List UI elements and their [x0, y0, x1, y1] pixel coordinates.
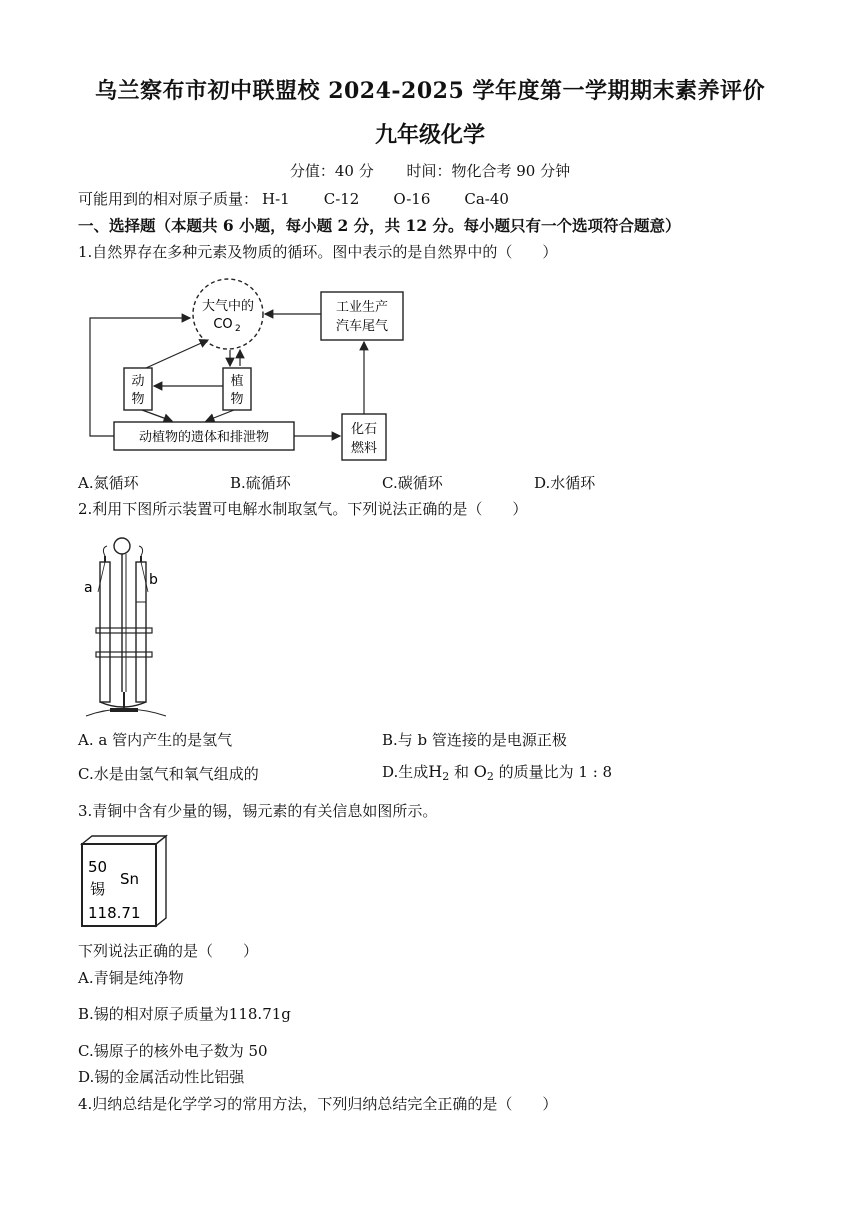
- atmosphere-label-1: 大气中的: [201, 299, 255, 314]
- plant-label-1: 植: [230, 374, 244, 389]
- q1-option-c: C.碳循环: [382, 474, 443, 492]
- exam-meta: [0, 160, 860, 181]
- q1-option-b: B.硫循环: [230, 474, 291, 492]
- q2-option-b: B.与 b 管连接的是电源正极: [382, 731, 567, 749]
- exam-subject: 九年级化学: [374, 122, 485, 148]
- q3-option-c: C.锡原子的核外电子数为 50: [78, 1042, 268, 1060]
- q1-option-d: D.水循环: [534, 474, 596, 492]
- industry-label-2: 汽车尾气: [335, 319, 389, 334]
- animal-label-1: 动: [131, 374, 145, 389]
- q2-option-c: C.水是由氢气和氧气组成的: [78, 765, 259, 783]
- section-heading: 一、选择题（本题共 6 小题，每小题 2 分，共 12 分。每小题只有一个选项符合题意）: [78, 216, 681, 235]
- atomic-mass-o: O-16: [393, 190, 431, 208]
- q1-stem: 1.自然界存在多种元素及物质的循环。图中表示的是自然界中的（ ）: [78, 243, 558, 261]
- q3-prompt: 下列说法正确的是（ ）: [78, 942, 259, 960]
- q2-option-d: D.生成$H_2$ 和 $O_2$ 的质量比为 1 : 8: [382, 762, 613, 783]
- q3-option-b: B.锡的相对原子质量为118.71g: [78, 1005, 291, 1023]
- q2-option-a: A. a 管内产生的是氢气: [78, 731, 233, 749]
- tin-element-tile: [78, 834, 170, 928]
- q1-option-a: A.氮循环: [78, 474, 139, 492]
- remains-label: 动植物的遗体和排泄物: [138, 430, 270, 445]
- score-info: 分值：40 分: [289, 162, 374, 180]
- carbon-cycle-diagram: [80, 278, 410, 468]
- atomic-mass-ca: Ca-40: [464, 190, 509, 208]
- fossil-label-1: 化石: [350, 422, 378, 437]
- q3-stem: 3.青铜中含有少量的锡，锡元素的有关信息如图所示。: [78, 802, 438, 820]
- industry-label-1: 工业生产: [335, 300, 389, 315]
- q3-option-d: D.锡的金属活动性比铝强: [78, 1068, 245, 1086]
- q3-option-a: A.青铜是纯净物: [78, 969, 184, 987]
- atomic-mass-label: 可能用到的相对原子质量：: [78, 190, 259, 208]
- electrolysis-apparatus: [80, 532, 170, 718]
- animal-label-2: 物: [131, 392, 145, 407]
- atomic-mass-line: [78, 188, 543, 209]
- atmosphere-label-sub: 2: [235, 324, 241, 334]
- exam-title: 乌兰察布市初中联盟校 2024-2025 学年度第一学期期末素养评价: [95, 78, 765, 104]
- atmosphere-circle: [193, 279, 263, 349]
- atomic-mass-h: H-1: [262, 190, 290, 208]
- fossil-label-2: 燃料: [350, 441, 378, 456]
- tin-atomic-mass: 118.71: [88, 904, 141, 922]
- atomic-mass-c: C-12: [323, 190, 360, 208]
- tube-a-label: a: [84, 580, 93, 596]
- time-info: 时间：物化合考 90 分钟: [406, 162, 571, 180]
- tin-symbol: Sn: [120, 870, 140, 888]
- q2-stem: 2.利用下图所示装置可电解水制取氢气。下列说法正确的是（ ）: [78, 500, 528, 518]
- tin-atomic-number: 50: [88, 858, 108, 876]
- plant-label-2: 物: [230, 392, 244, 407]
- atmosphere-label-2: CO: [213, 317, 233, 332]
- tube-b-label: b: [149, 572, 158, 588]
- tin-name: 锡: [90, 880, 106, 898]
- q4-stem: 4.归纳总结是化学学习的常用方法，下列归纳总结完全正确的是（ ）: [78, 1095, 558, 1113]
